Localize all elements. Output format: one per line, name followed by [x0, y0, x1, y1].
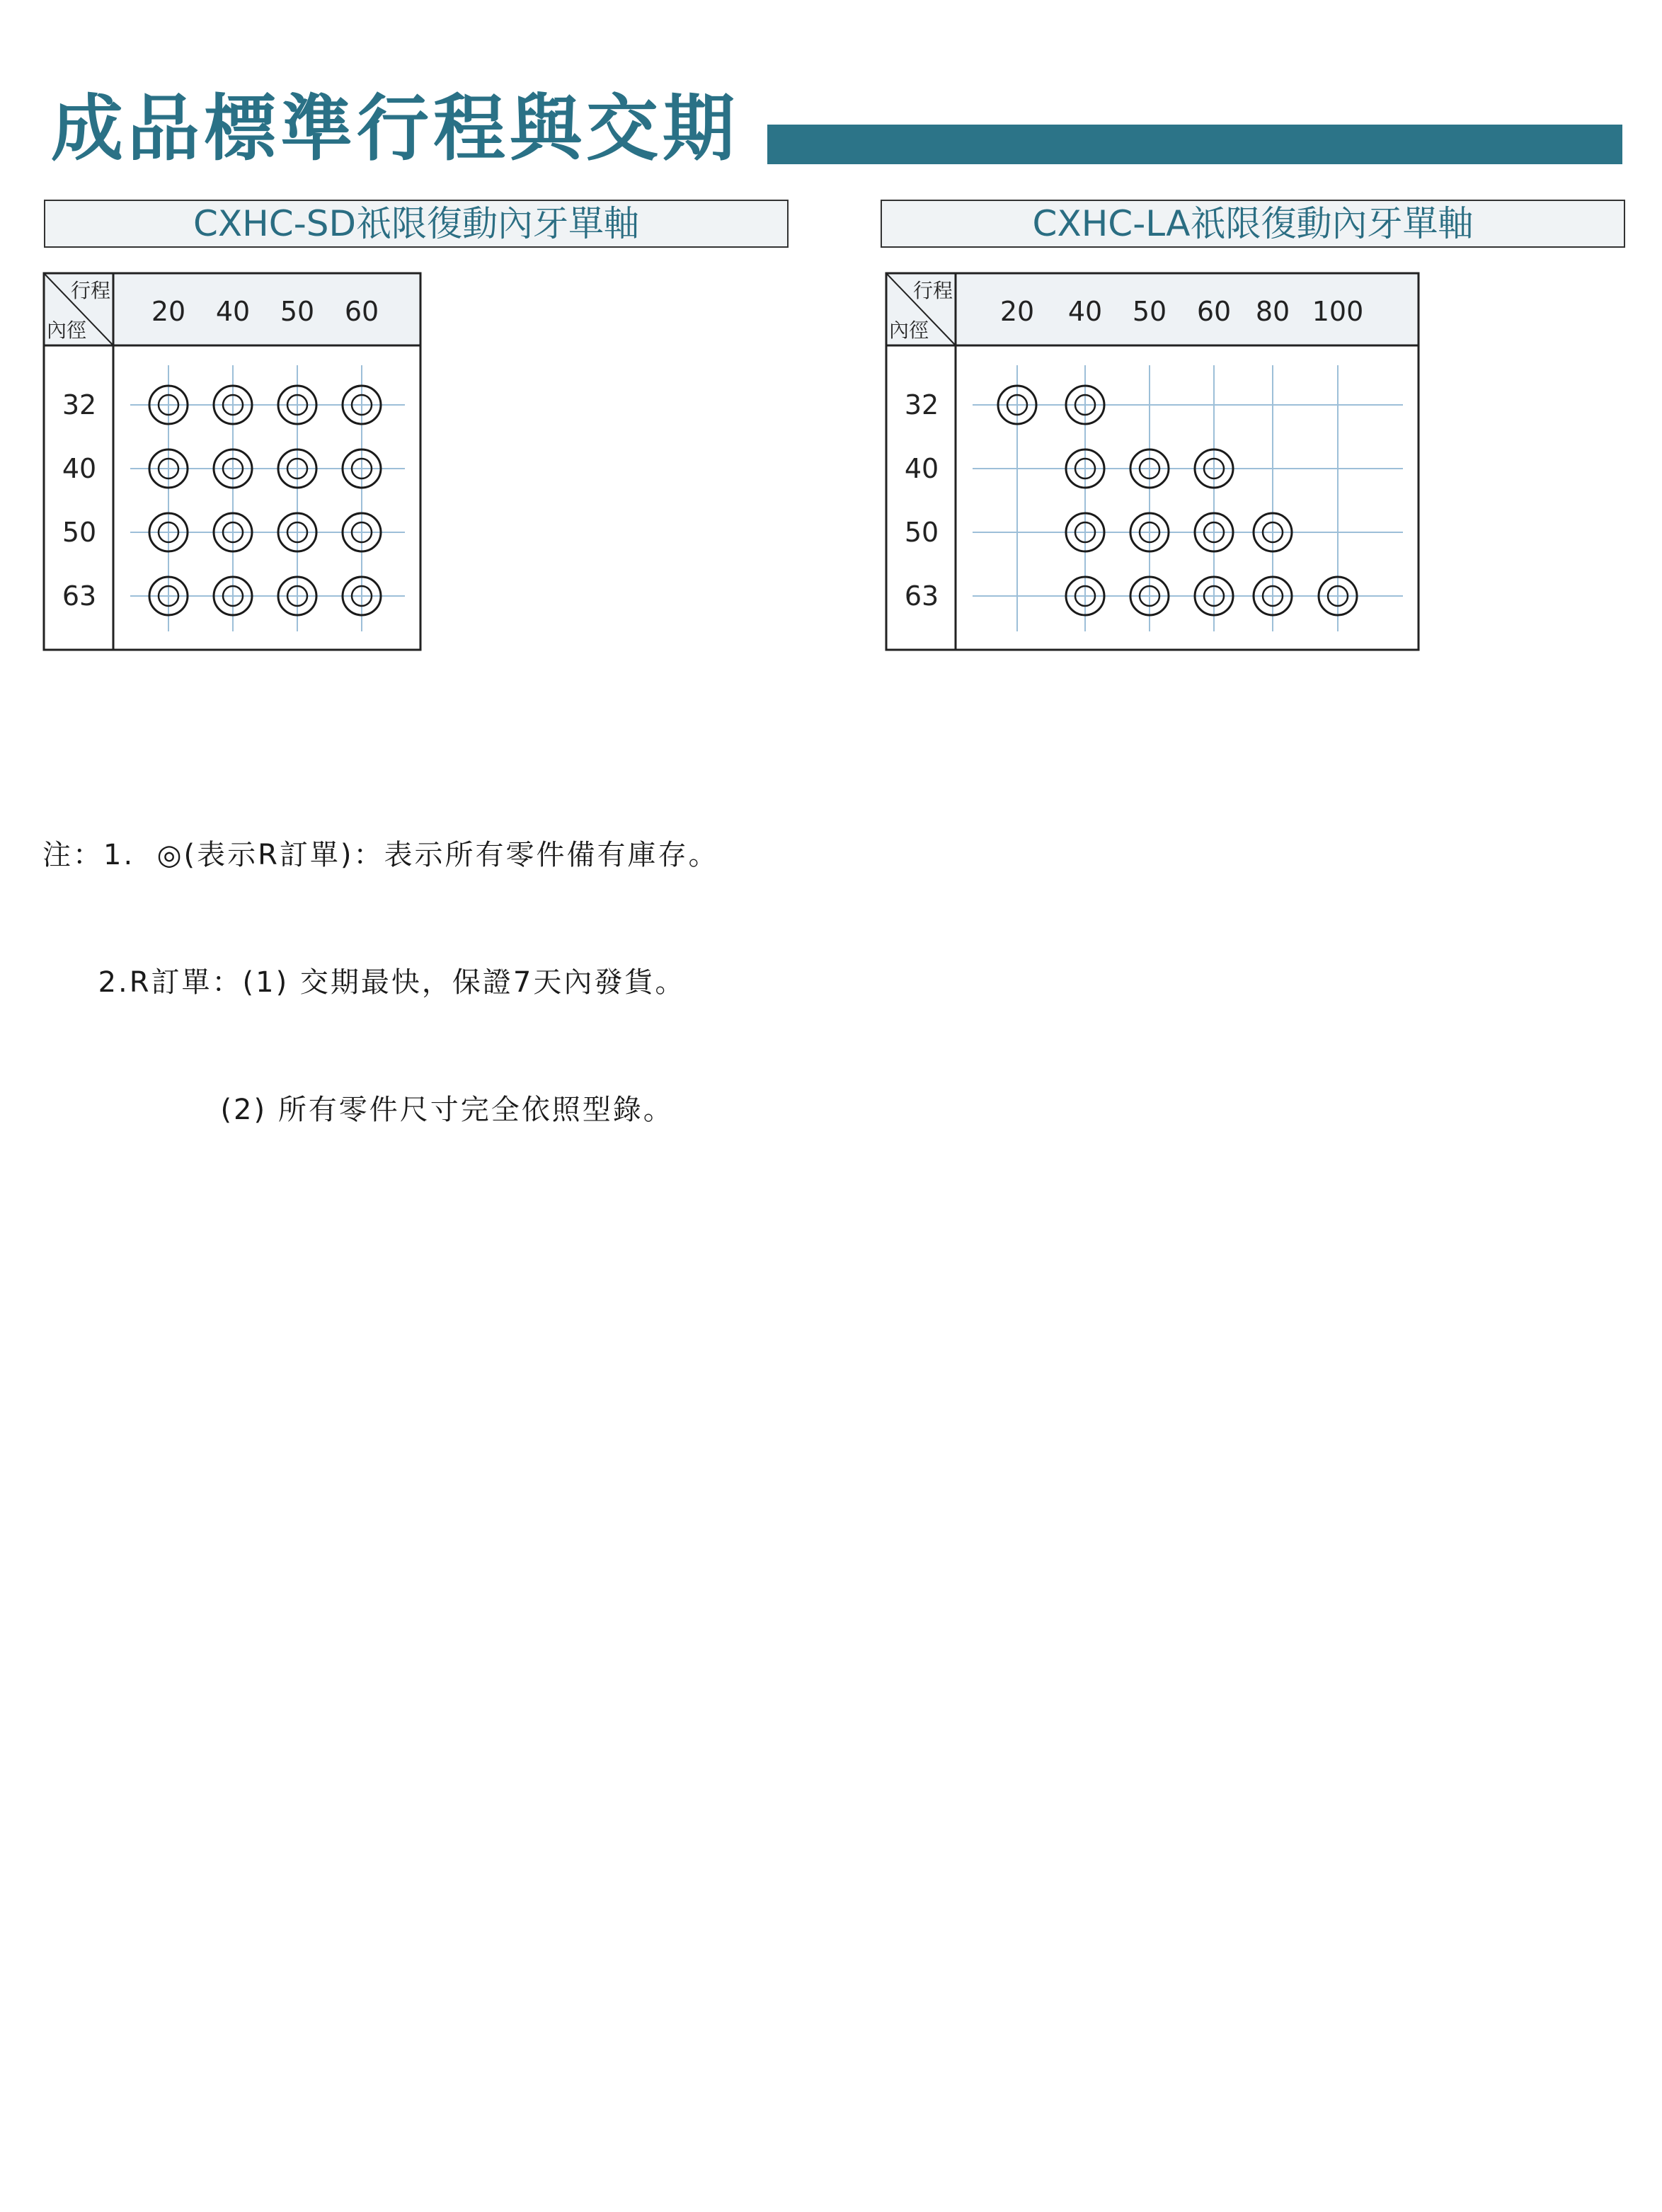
stroke-label: 20 — [999, 296, 1035, 327]
page-title: 成品標準行程與交期 — [51, 87, 739, 171]
corner-label-stroke: 行程 — [912, 279, 953, 302]
stroke-label: 40 — [1067, 296, 1103, 327]
stroke-matrix-la — [885, 272, 1420, 651]
stroke-label: 80 — [1255, 296, 1290, 327]
corner-label-stroke: 行程 — [70, 279, 110, 302]
stroke-label: 60 — [1196, 296, 1232, 327]
stroke-label: 60 — [344, 296, 379, 327]
corner-label-bore: 內徑 — [47, 319, 87, 342]
bore-label: 63 — [62, 580, 97, 612]
bore-label: 50 — [62, 517, 97, 548]
stroke-matrix-sd — [42, 272, 422, 651]
stroke-label: 50 — [1132, 296, 1167, 327]
bore-label: 32 — [62, 389, 97, 420]
title-accent-bar — [767, 125, 1622, 164]
stroke-label: 50 — [280, 296, 315, 327]
matrix-svg — [42, 272, 422, 651]
bore-label: 50 — [904, 517, 939, 548]
bore-label: 32 — [904, 389, 939, 420]
stroke-label: 100 — [1312, 296, 1364, 327]
note-line-2: 2.R訂單：(1) 交期最快，保證7天內發貨。 — [42, 966, 686, 999]
matrix-svg — [885, 272, 1420, 651]
note-line-1: 注：1. ◎(表示R訂單)：表示所有零件備有庫存。 — [42, 839, 719, 871]
bore-label: 63 — [904, 580, 939, 612]
corner-label-bore: 內徑 — [889, 319, 929, 342]
section-header-la: CXHC-LA祇限復動內牙單軸 — [881, 200, 1625, 248]
stroke-label: 20 — [151, 296, 186, 327]
bore-label: 40 — [62, 453, 97, 484]
notes — [42, 749, 719, 1174]
bore-label: 40 — [904, 453, 939, 484]
stroke-label: 40 — [215, 296, 251, 327]
section-header-sd: CXHC-SD祇限復動內牙單軸 — [44, 200, 789, 248]
note-line-3: (2) 所有零件尺寸完全依照型錄。 — [42, 1094, 674, 1126]
